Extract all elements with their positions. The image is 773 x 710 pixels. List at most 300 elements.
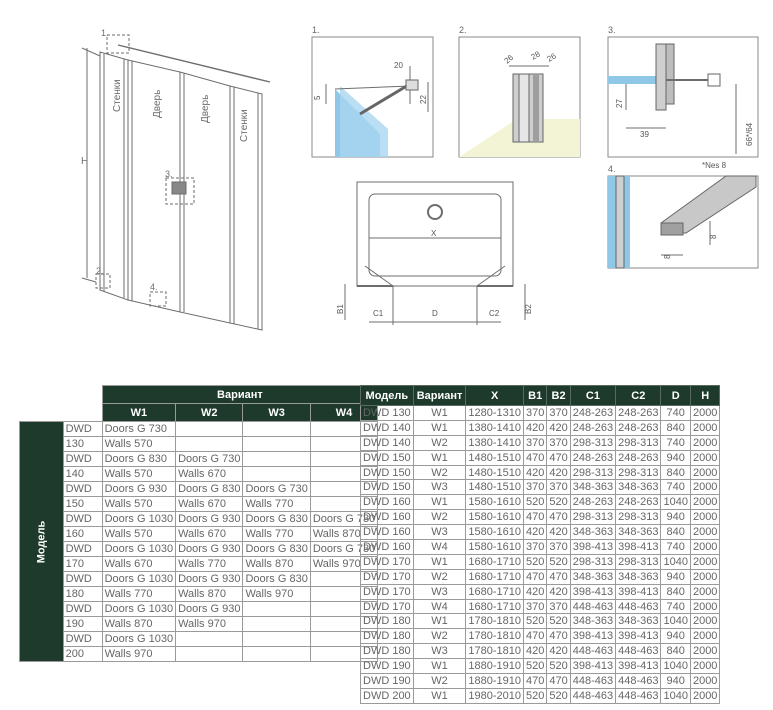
dims-cell: W1 [413,614,466,629]
plan-d-label: D [432,309,438,318]
dims-cell: W2 [413,674,466,689]
dims-cell: 398-413 [570,629,615,644]
dims-cell: W3 [413,480,466,495]
dims-cell: 740 [661,540,690,555]
dims-cell: 420 [547,644,570,659]
variant-cell: Doors G 1030 [102,542,175,557]
variant-cell: Walls 770 [243,527,310,542]
dims-cell: 2000 [690,599,719,614]
variant-cell: Walls 570 [102,527,175,542]
dims-cell: 2000 [690,629,719,644]
door-left-label: Дверь [152,89,163,118]
variant-cell: Doors G 930 [176,572,243,587]
dims-cell: 470 [547,510,570,525]
dims-row [361,510,720,525]
dims-cell: 1380-1410 [466,420,524,435]
detail-4-number: 4. [608,164,616,174]
plan-b2-label: B2 [524,304,533,314]
detail-1-dim-20: 20 [394,61,403,70]
variant-cell: Doors G 830 [102,452,175,467]
dims-cell: 1980-2010 [466,688,524,703]
variant-cell: Walls 770 [102,587,175,602]
dims-row [361,406,720,421]
dims-cell: 940 [661,629,690,644]
dims-cell: 470 [524,569,547,584]
dims-cell: W3 [413,644,466,659]
dims-cell: 348-363 [616,480,661,495]
col-w2: W2 [176,404,243,422]
detail-1-number: 1. [312,25,320,35]
dims-header-cell: Модель [361,386,414,406]
dims-header-cell: C2 [616,386,661,406]
dims-row [361,569,720,584]
variant-cell: Walls 970 [176,617,243,632]
variant-cell: Doors G 730 [243,482,310,497]
variant-row [20,467,378,482]
dims-cell: 448-463 [616,674,661,689]
dims-cell: 348-363 [570,525,615,540]
variant-cell: Walls 770 [176,557,243,572]
dims-cell: W4 [413,599,466,614]
variant-cell: Doors G 930 [176,512,243,527]
variant-cell: Doors G 1030 [102,602,175,617]
dims-cell: 940 [661,569,690,584]
detail-2-dim-26b: 26 [545,51,558,64]
dims-cell: 740 [661,406,690,421]
dims-cell: 398-413 [616,659,661,674]
variant-cell: Walls 770 [243,497,310,512]
dims-cell: 2000 [690,480,719,495]
dims-cell: 370 [547,599,570,614]
variant-row [20,497,378,512]
dims-cell: 1680-1710 [466,599,524,614]
dims-cell: W3 [413,525,466,540]
variant-cell: Walls 570 [102,437,175,452]
dims-cell: 298-313 [570,465,615,480]
dims-cell: 2000 [690,406,719,421]
dims-cell: 1040 [661,495,690,510]
variant-cell: Doors G 730 [310,512,377,527]
model-cell: 160 [63,527,102,542]
dims-cell: 520 [547,688,570,703]
detail-1-dim-22: 22 [419,95,428,104]
dims-cell: DWD 160 [361,525,414,540]
variant-cell: Walls 970 [310,557,377,572]
variant-cell [243,422,310,437]
dims-cell: DWD 170 [361,569,414,584]
dims-cell: 248-263 [570,450,615,465]
dims-cell: 1580-1610 [466,510,524,525]
variant-title: Вариант [102,386,378,404]
dims-cell: 348-363 [570,614,615,629]
variant-cell: Doors G 830 [243,572,310,587]
wall-right-label: Стенки [239,109,250,142]
wall-left-label: Стенки [112,79,123,112]
variant-row [20,557,378,572]
dims-cell: 2000 [690,450,719,465]
dims-cell: 2000 [690,644,719,659]
variant-row [20,512,378,527]
dims-cell: 420 [524,644,547,659]
dims-cell: 470 [547,674,570,689]
variant-row [20,632,378,647]
plan-view-drawing [335,180,535,340]
model-cell: DWD [63,512,102,527]
dims-cell: 448-463 [616,688,661,703]
detail-3-note: *Nes 8 [702,161,727,170]
height-label: H [81,156,89,167]
variant-row [20,542,378,557]
dims-cell: 370 [524,435,547,450]
dims-cell: 1580-1610 [466,540,524,555]
dims-cell: W1 [413,450,466,465]
dims-cell: 420 [524,525,547,540]
door-right-label: Дверь [200,94,211,123]
variant-cell: Walls 970 [243,587,310,602]
detail-1-dim-5: 5 [313,95,322,100]
dims-cell: 470 [524,510,547,525]
detail-2-dim-28: 28 [529,49,542,62]
model-cell: 150 [63,497,102,512]
dims-cell: 940 [661,674,690,689]
dims-cell: 940 [661,510,690,525]
variant-cell [176,632,243,647]
dims-cell: DWD 130 [361,406,414,421]
dims-row [361,435,720,450]
dims-row [361,584,720,599]
dims-cell: 1040 [661,659,690,674]
dims-cell: 398-413 [570,540,615,555]
dims-cell: 520 [524,495,547,510]
dims-cell: 520 [524,688,547,703]
variant-cell: Walls 870 [102,617,175,632]
col-w4: W4 [310,404,377,422]
dims-cell: DWD 150 [361,480,414,495]
dims-row [361,688,720,703]
dims-cell: 2000 [690,614,719,629]
dims-row [361,495,720,510]
plan-c2-label: C2 [489,309,500,318]
dims-cell: 248-263 [616,450,661,465]
detail-2-number: 2. [459,25,467,35]
variant-cell: Doors G 930 [176,542,243,557]
dims-cell: 2000 [690,420,719,435]
plan-c1-label: C1 [373,309,384,318]
dims-cell: 370 [547,406,570,421]
dims-cell: 2000 [690,435,719,450]
dims-row [361,599,720,614]
dims-row [361,420,720,435]
dims-cell: 2000 [690,540,719,555]
model-cell: DWD [63,572,102,587]
dims-cell: 740 [661,599,690,614]
dims-cell: 420 [547,465,570,480]
dims-cell: 1040 [661,688,690,703]
dims-cell: 448-463 [570,688,615,703]
dims-cell: 420 [524,420,547,435]
col-w3: W3 [243,404,310,422]
dims-row [361,480,720,495]
variant-row [20,572,378,587]
dims-cell: W2 [413,465,466,480]
variant-row [20,647,378,662]
dims-cell: 348-363 [616,569,661,584]
dims-cell: 248-263 [616,420,661,435]
variant-cell: Doors G 730 [310,542,377,557]
dims-cell: 1680-1710 [466,554,524,569]
dims-cell: DWD 180 [361,614,414,629]
dims-cell: 248-263 [570,406,615,421]
detail-4-drawing [606,163,766,273]
dims-cell: 370 [524,540,547,555]
dims-cell: 348-363 [570,569,615,584]
dims-cell: 1040 [661,554,690,569]
dims-cell: DWD 160 [361,540,414,555]
callout-2: 2. [96,266,104,276]
detail-1-drawing [310,24,435,159]
dims-cell: 348-363 [570,480,615,495]
variant-cell: Walls 670 [176,467,243,482]
dims-cell: 1780-1810 [466,629,524,644]
dims-cell: 448-463 [570,644,615,659]
variant-cell [243,467,310,482]
dims-cell: 520 [524,554,547,569]
dims-cell: 520 [547,495,570,510]
detail-2-dim-26: 26 [502,52,516,66]
variant-cell [243,632,310,647]
dims-cell: 2000 [690,688,719,703]
dims-row [361,554,720,569]
dims-cell: 1580-1610 [466,495,524,510]
dims-cell: 1380-1410 [466,435,524,450]
dims-cell: 840 [661,420,690,435]
variant-cell: Walls 670 [176,527,243,542]
dims-cell: 370 [524,406,547,421]
variant-cell: Walls 870 [310,527,377,542]
model-cell: DWD [63,482,102,497]
variant-cell [243,452,310,467]
dims-cell: 248-263 [616,495,661,510]
dims-cell: 370 [524,599,547,614]
dims-cell: 520 [547,659,570,674]
dims-cell: 840 [661,584,690,599]
variant-cell [243,617,310,632]
dims-cell: 298-313 [616,554,661,569]
variant-cell [176,437,243,452]
dims-cell: 420 [547,584,570,599]
dims-cell: DWD 150 [361,450,414,465]
model-cell: DWD [63,422,102,437]
dims-cell: 298-313 [570,554,615,569]
dims-row [361,525,720,540]
dims-cell: 248-263 [616,406,661,421]
detail-3-dim-27: 27 [615,99,624,108]
dims-cell: 248-263 [570,495,615,510]
model-cell: 200 [63,647,102,662]
model-cell: DWD [63,452,102,467]
model-cell: DWD [63,602,102,617]
variant-cell: Walls 670 [176,497,243,512]
variant-cell: Doors G 930 [102,482,175,497]
dims-cell: 370 [547,480,570,495]
dims-cell: 2000 [690,554,719,569]
dims-cell: 2000 [690,525,719,540]
dims-cell: 520 [524,659,547,674]
variant-cell: Doors G 1030 [102,512,175,527]
dims-cell: 520 [547,614,570,629]
dims-cell: W1 [413,495,466,510]
dims-header-cell: H [690,386,719,406]
dims-cell: 1580-1610 [466,525,524,540]
dims-cell: W2 [413,435,466,450]
dims-cell: 248-263 [570,420,615,435]
dims-cell: 2000 [690,495,719,510]
dims-row [361,540,720,555]
variant-cell: Walls 970 [102,647,175,662]
dims-cell: 398-413 [616,629,661,644]
variant-cell [243,602,310,617]
dims-cell: 448-463 [570,599,615,614]
model-cell: 180 [63,587,102,602]
dims-cell: 1680-1710 [466,584,524,599]
dims-cell: W2 [413,510,466,525]
model-cell: 170 [63,557,102,572]
detail-3-dim-39: 39 [640,130,649,139]
dims-header-cell: X [466,386,524,406]
dims-cell: 298-313 [570,510,615,525]
dims-cell: DWD 170 [361,554,414,569]
dims-cell: 370 [524,480,547,495]
dims-cell: 2000 [690,569,719,584]
model-side-label: Модель [20,422,64,662]
dims-cell: 470 [547,450,570,465]
detail-2-drawing [457,24,582,159]
dims-cell: 470 [547,629,570,644]
dims-cell: 348-363 [616,525,661,540]
dims-cell: 1680-1710 [466,569,524,584]
dims-header-cell: C1 [570,386,615,406]
dims-cell: DWD 200 [361,688,414,703]
col-w1: W1 [102,404,175,422]
variant-cell: Doors G 730 [176,452,243,467]
dims-cell: 448-463 [616,644,661,659]
dims-cell: 420 [524,584,547,599]
variant-row [20,527,378,542]
plan-x-label: X [431,229,437,238]
callout-1: 1. [101,28,109,38]
dims-row [361,644,720,659]
dims-cell: 1040 [661,614,690,629]
variant-cell: Doors G 830 [243,542,310,557]
dims-cell: 398-413 [616,540,661,555]
dims-cell: 420 [524,465,547,480]
dims-cell: 470 [524,674,547,689]
variant-table [19,385,378,662]
dims-cell: 470 [547,569,570,584]
dims-header-cell: B1 [524,386,547,406]
variant-cell [243,437,310,452]
model-cell: 130 [63,437,102,452]
dims-cell: 1480-1510 [466,450,524,465]
variant-row [20,602,378,617]
dims-cell: 2000 [690,584,719,599]
dims-cell: 448-463 [616,599,661,614]
dims-cell: 420 [547,525,570,540]
dims-cell: DWD 180 [361,629,414,644]
dims-row [361,629,720,644]
callout-3: 3. [165,169,173,179]
dims-cell: 298-313 [616,435,661,450]
dims-row [361,614,720,629]
dims-cell: 1480-1510 [466,465,524,480]
dims-cell: W2 [413,569,466,584]
model-cell: DWD [63,542,102,557]
model-cell: 190 [63,617,102,632]
detail-3-number: 3. [608,25,616,35]
dims-cell: 470 [524,629,547,644]
dims-cell: W1 [413,659,466,674]
dims-cell: 398-413 [570,659,615,674]
variant-row [20,482,378,497]
dims-row [361,659,720,674]
dims-cell: W1 [413,554,466,569]
dims-cell: DWD 170 [361,599,414,614]
dims-cell: 2000 [690,659,719,674]
variant-row [20,617,378,632]
dims-cell: 420 [547,420,570,435]
dims-cell: 398-413 [616,584,661,599]
dims-cell: W2 [413,629,466,644]
dims-cell: DWD 190 [361,659,414,674]
dims-cell: 1280-1310 [466,406,524,421]
dims-cell: 1480-1510 [466,480,524,495]
dims-cell: 398-413 [570,584,615,599]
dims-cell: W1 [413,406,466,421]
dims-cell: 1780-1810 [466,644,524,659]
variant-row [20,452,378,467]
dims-cell: 1880-1910 [466,674,524,689]
dims-cell: 298-313 [616,510,661,525]
dims-cell: DWD 160 [361,510,414,525]
dims-cell: 470 [524,450,547,465]
variant-cell: Doors G 830 [243,512,310,527]
dims-header-cell: D [661,386,690,406]
variant-cell [176,422,243,437]
dims-cell: 520 [547,554,570,569]
detail-4-dim-8a: 8 [709,234,718,239]
dims-cell: W3 [413,584,466,599]
variant-cell [243,647,310,662]
dims-cell: 2000 [690,465,719,480]
dims-cell: 298-313 [616,465,661,480]
dims-cell: 840 [661,525,690,540]
variant-cell: Walls 570 [102,467,175,482]
dims-header-cell: B2 [547,386,570,406]
dimensions-table [360,385,720,704]
model-cell: DWD [63,632,102,647]
variant-cell: Doors G 730 [102,422,175,437]
dims-cell: 2000 [690,510,719,525]
dims-header-cell: Вариант [413,386,466,406]
dims-cell: 370 [547,540,570,555]
variant-cell: Walls 670 [102,557,175,572]
variant-cell: Doors G 1030 [102,572,175,587]
dims-cell: 740 [661,435,690,450]
plan-b1-label: B1 [336,304,345,314]
dims-cell: 2000 [690,674,719,689]
dims-cell: 520 [524,614,547,629]
dims-cell: 1880-1910 [466,659,524,674]
